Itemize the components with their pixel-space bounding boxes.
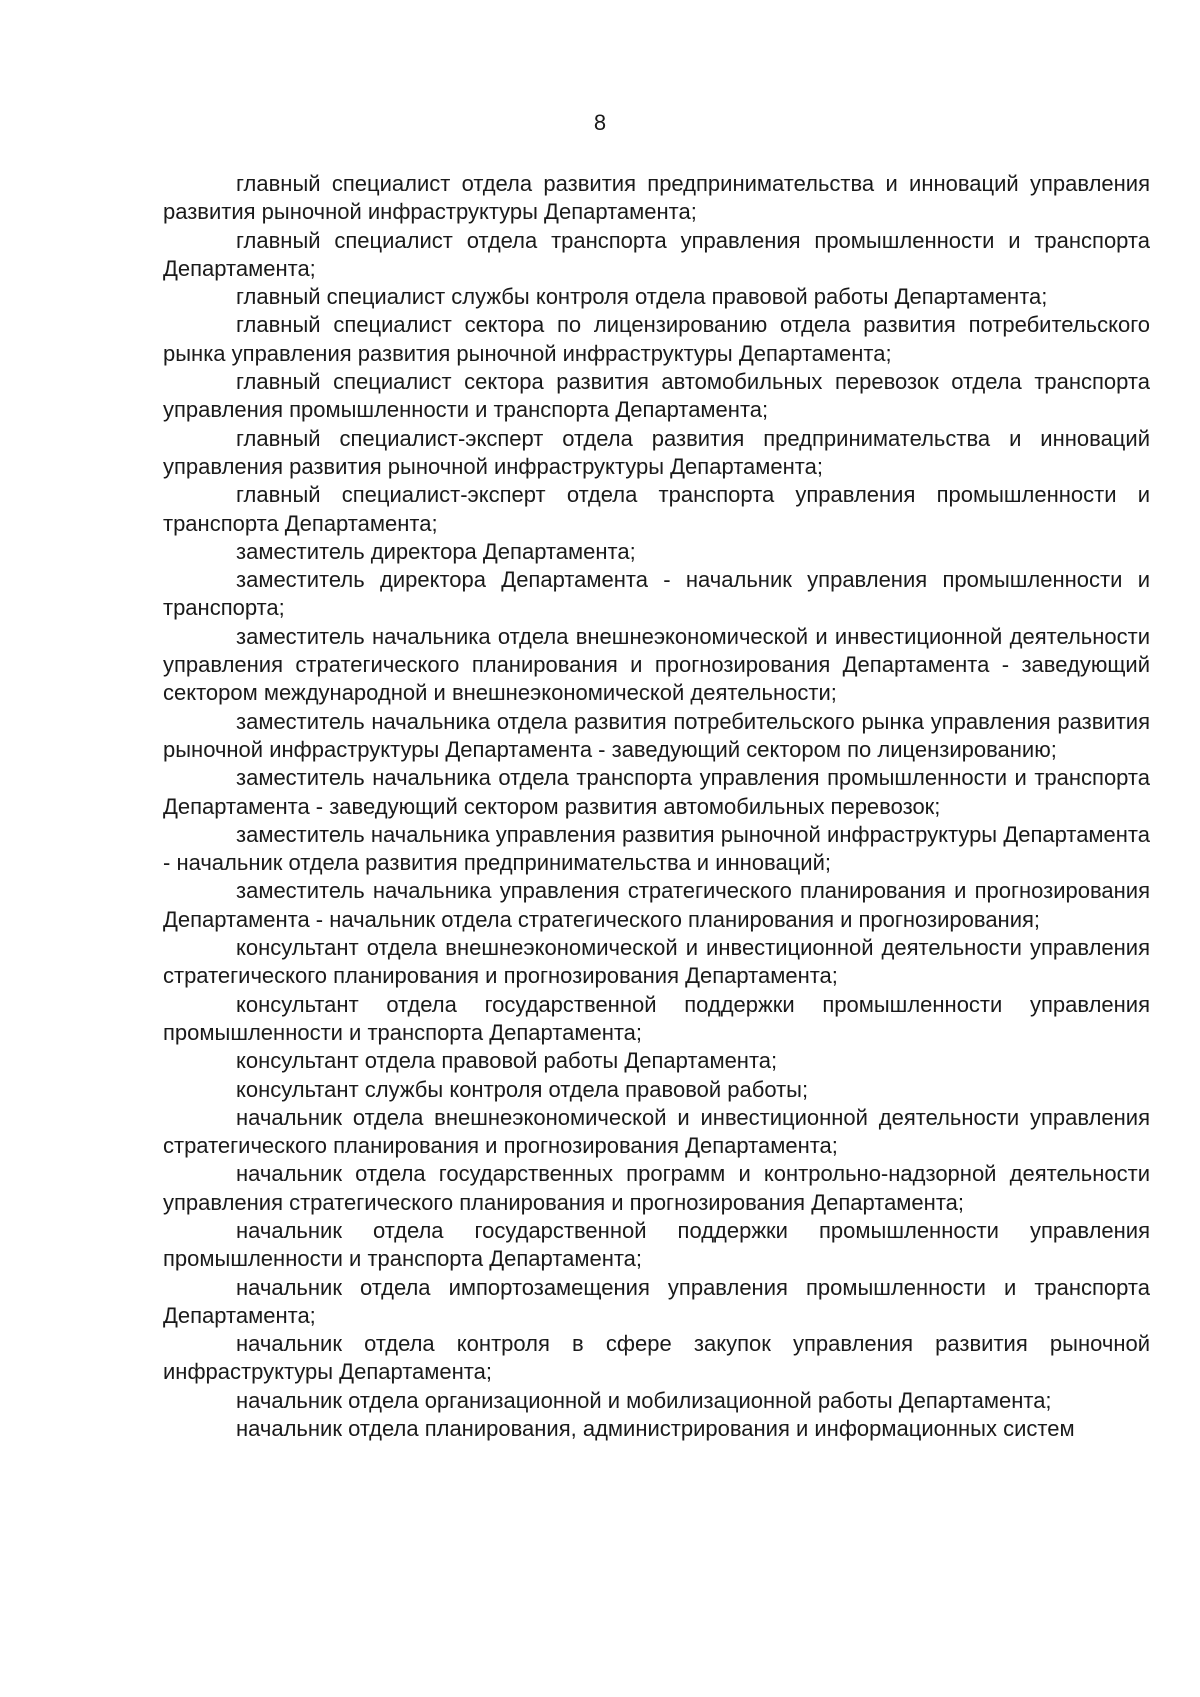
list-item: начальник отдела организационной и мобилизационной работы Департамента; (236, 1387, 1052, 1413)
list-item: начальник отдела государственной поддержки промышленности управления промышленности и транспорта Департамента; (163, 1217, 1150, 1272)
document-body (163, 170, 1150, 1443)
list-item: заместитель начальника отдела внешнеэкономической и инвестиционной деятельности управления стратегического планирования и прогнозирования Департамента - заведующий сектором международной и внешнеэкономической деятельности; (163, 623, 1150, 706)
list-item: начальник отдела контроля в сфере закупок управления развития рыночной инфраструктуры Департамента; (163, 1331, 1150, 1385)
list-item: заместитель начальника управления стратегического планирования и прогнозирования Департамента - начальник отдела стратегического планирования и прогнозирования; (163, 878, 1150, 932)
list-item: заместитель директора Департамента - начальник управления промышленности и транспорта; (163, 567, 1150, 621)
list-item: главный специалист отдела транспорта управления промышленности и транспорта Департамента; (163, 227, 1150, 281)
list-item: начальник отдела планирования, администрирования и информационных систем (236, 1416, 1075, 1442)
list-item: заместитель директора Департамента; (236, 538, 636, 564)
list-item: заместитель начальника отдела транспорта управления промышленности и транспорта Департамента - заведующий сектором развития автомобильных перевозок; (163, 765, 1150, 819)
list-item: главный специалист сектора развития автомобильных перевозок отдела транспорта управления промышленности и транспорта Департамента; (163, 369, 1150, 423)
list-item: начальник отдела импортозамещения управления промышленности и транспорта Департамента; (163, 1274, 1150, 1328)
list-item: главный специалист отдела развития предпринимательства и инноваций управления развития рыночной инфраструктуры Департамента; (163, 171, 1150, 225)
list-item: консультант отдела внешнеэкономической и инвестиционной деятельности управления стратегического планирования и прогнозирования Департамента; (163, 935, 1150, 989)
list-item: консультант отдела государственной поддержки промышленности управления промышленности и транспорта Департамента; (163, 991, 1150, 1045)
page-number: 8 (593, 110, 607, 135)
list-item: главный специалист-эксперт отдела транспорта управления промышленности и транспорта Департамента; (163, 482, 1150, 536)
list-item: начальник отдела государственных программ и контрольно-надзорной деятельности управления стратегического планирования и прогнозирования Департамента; (163, 1161, 1150, 1215)
list-item: главный специалист службы контроля отдела правовой работы Департамента; (236, 284, 1048, 310)
list-item: консультант отдела правовой работы Департамента; (236, 1048, 778, 1074)
list-item: консультант службы контроля отдела правовой работы; (236, 1076, 809, 1102)
list-item: начальник отдела внешнеэкономической и инвестиционной деятельности управления стратегического планирования и прогнозирования Департамента; (163, 1104, 1150, 1159)
list-item: главный специалист-эксперт отдела развития предпринимательства и инноваций управления развития рыночной инфраструктуры Департамента; (163, 425, 1150, 479)
list-item: главный специалист сектора по лицензированию отдела развития потребительского рынка управления развития рыночной инфраструктуры Департамента; (163, 312, 1150, 366)
list-item: заместитель начальника отдела развития потребительского рынка управления развития рыночной инфраструктуры Департамента - заведующий сектором по лицензированию; (163, 708, 1150, 762)
list-item: заместитель начальника управления развития рыночной инфраструктуры Департамента - начальник отдела развития предпринимательства и инноваций; (163, 821, 1150, 876)
